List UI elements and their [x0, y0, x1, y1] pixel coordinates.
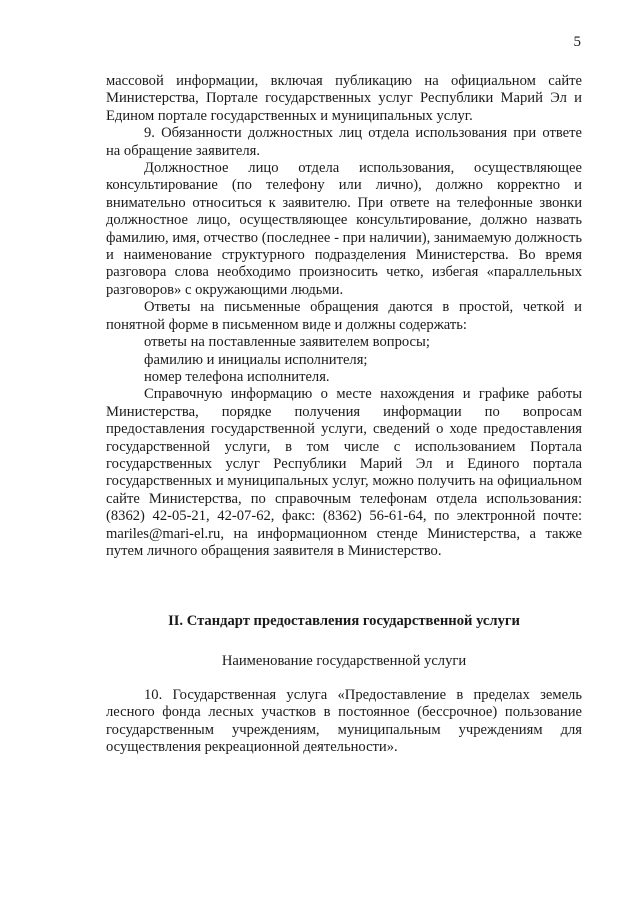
page-number: 5 [573, 34, 581, 50]
paragraph-item-9: 9. Обязанности должностных лиц отдела использования при ответе на обращение заявителя. [106, 125, 582, 159]
paragraph-consultation-duties: Должностное лицо отдела использования, осуществляющее консультирование (по телефону или лично), должно корректно и внимательно относиться к заявителю. При ответе на телефонные звонки должностное лицо, осуществляющее консультирование, должно назвать фамилию, имя, отчество (последнее - при наличии), занимаемую должность и наименование структурного подразделения Министерства. Во время разговора слова необходимо произносить четко, избегая «параллельных разговоров» с окружающими людьми. [106, 160, 582, 298]
paragraph-reference-info: Справочную информацию о месте нахождения и графике работы Министерства, порядке получения информации по вопросам предоставления государственной услуги, сведений о ходе предоставления государственной услуги, в том числе с использованием Портала государственных услуг Республики Марий Эл и Единого портала государственных и муниципальных услуг, можно получить на официальном сайте Министерства, по справочным телефонам отдела использования: (8362) 42-05-21, 42-07-62, факс: (8362) 56-61-64, по электронной почте: mariles@mari-el.ru, на информационном стенде Министерства, а также путем личного обращения заявителя в Министерство. [106, 386, 582, 559]
section-heading: II. Стандарт предоставления государственной услуги [168, 613, 520, 629]
paragraph-item-10: 10. Государственная услуга «Предоставление в пределах земель лесного фонда лесных участков в постоянное (бессрочное) пользование государственным учреждениям, муниципальным учреждениям для осуществления рекреационной деятельности». [106, 687, 582, 756]
list-item: фамилию и инициалы исполнителя; [144, 351, 368, 368]
paragraph-written-replies: Ответы на письменные обращения даются в простой, четкой и понятной форме в письменном виде и должны содержать: [106, 299, 582, 333]
paragraph-continuation: массовой информации, включая публикацию на официальном сайте Министерства, Портале государственных услуг Республики Марий Эл и Едином портале государственных и муниципальных услуг. [106, 73, 582, 124]
list-item: ответы на поставленные заявителем вопросы; [144, 334, 430, 351]
document-body-continued [106, 687, 582, 757]
list-item: номер телефона исполнителя. [144, 368, 330, 385]
document-body [106, 73, 582, 560]
subsection-heading: Наименование государственной услуги [221, 653, 467, 669]
